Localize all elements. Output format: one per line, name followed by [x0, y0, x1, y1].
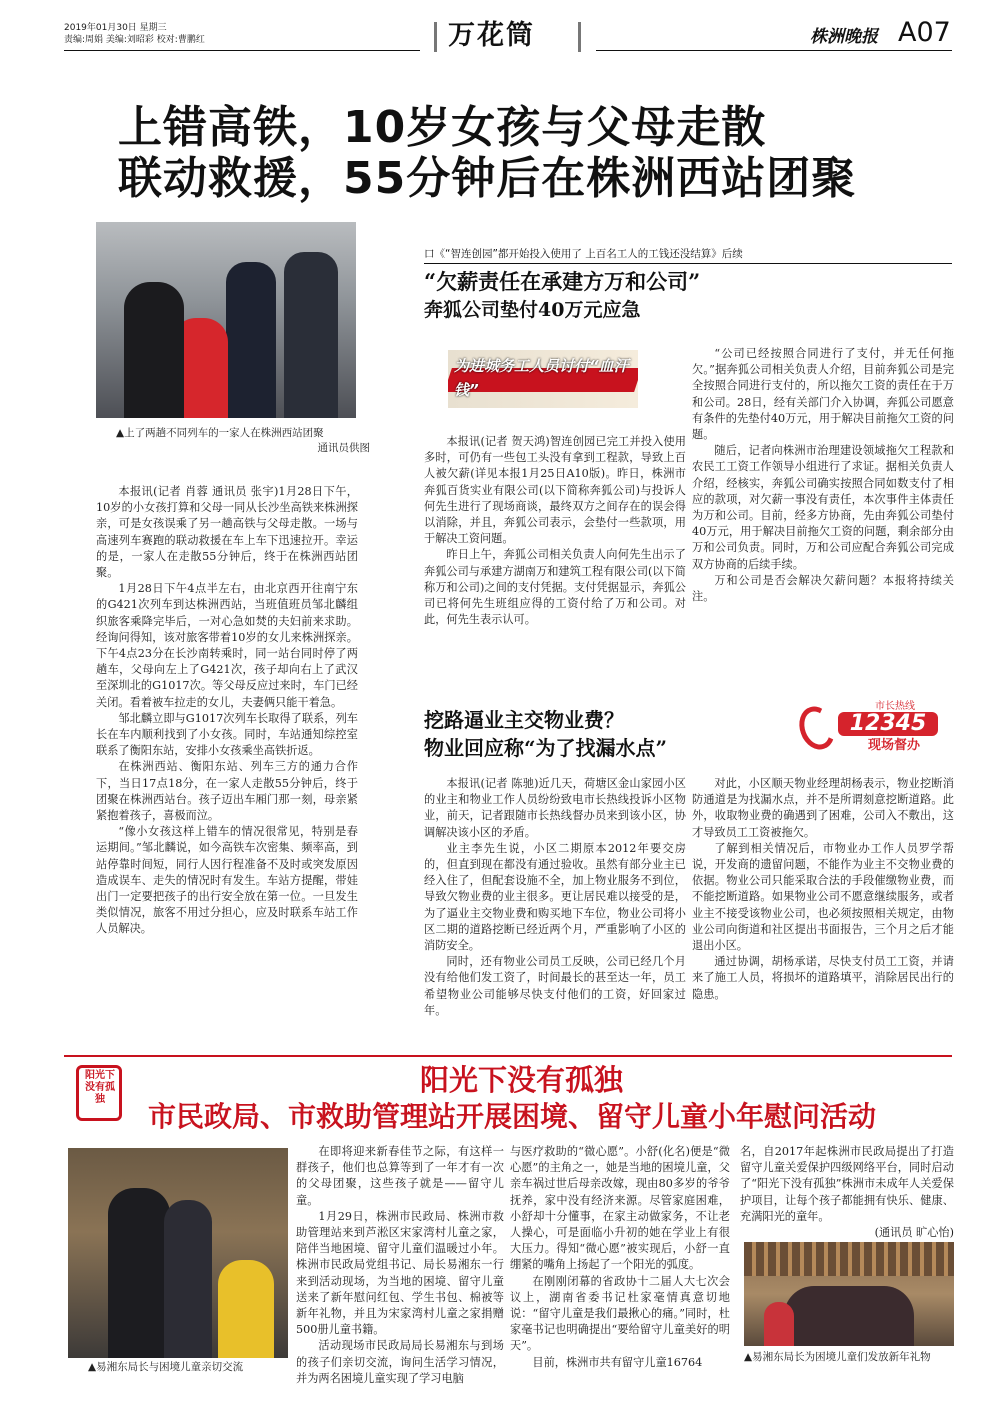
article4-col2	[510, 1144, 730, 1371]
hotline-badge	[800, 700, 950, 756]
article3-title-line1: 挖路逼业主交物业费？	[424, 708, 624, 732]
photo-figure-mother	[124, 282, 184, 418]
article4-paragraph: 在刚刚闭幕的省政协十二届人大七次会议上，湖南省委书记杜家毫情真意切地说：“留守儿童是我们最揪心的痛。”同时，杜家毫书记也明确提出“要给留守儿童美好的明天”。	[510, 1274, 730, 1353]
article1-title-line2: 联动救援，55分钟后在株洲西站团聚	[118, 153, 857, 204]
section-name: 万花筒	[448, 20, 535, 51]
photo-bookshelf	[744, 1242, 954, 1276]
photo-figure-girl	[218, 1260, 274, 1358]
wage-campaign-badge	[448, 350, 638, 408]
article1-paragraph: 邹北麟立即与G1017次列车长取得了联系，列车长在车内顺利找到了小女孩。同时，车站通知综控室联系了衡阳东站，安排小女孩乘坐高铁折返。	[96, 711, 358, 758]
article2-col1	[424, 434, 686, 628]
badge-text: 为进城务工人员讨付“血汗钱”	[454, 357, 629, 399]
article2-title-line1: “欠薪责任在承建方万和公司”	[424, 269, 701, 294]
article4-top-rule	[64, 1055, 952, 1057]
article2-col2	[692, 346, 954, 605]
article2-title-line2: 奔狐公司垫付40万元应急	[424, 299, 641, 321]
article4-paragraph: 目前，株洲市共有留守儿童16764	[532, 1355, 703, 1369]
article2-paragraph: 万和公司是否会解决欠薪问题？本报将持续关注。	[692, 573, 954, 604]
hotline-number: 12345	[838, 712, 938, 736]
paper-name-logo: 株洲晚报	[810, 27, 878, 47]
article4-col3	[740, 1144, 954, 1241]
header-date: 2019年01月30日 星期三	[64, 23, 167, 33]
article4-paragraph: 名，自2017年起株洲市民政局提出了打造留守儿童关爱保护四级网络平台，同时启动了“阳光下没有孤独”株洲市未成年人关爱保护项目，让每个孩子都能拥有快乐、健康、充满阳光的童年。	[740, 1145, 954, 1223]
article1-caption-line2: 通讯员供图	[317, 442, 370, 454]
article2-paragraph: 昨日上午，奔狐公司相关负责人向何先生出示了奔狐公司与承建方湖南万和建筑工程有限公司(以下简称万和公司)之间的支付凭据。支付凭据显示，奔狐公司已将何先生班组应得的工资付给了万和公司。对此，何先生表示认可。	[424, 548, 686, 627]
article4-title-line2: 市民政局、市救助管理站开展困境、留守儿童小年慰问活动	[148, 1100, 877, 1133]
section-divider-right	[578, 22, 581, 52]
article4-caption-left: ▲易湘东局长与困境儿童亲切交流	[88, 1361, 244, 1373]
article1-photo	[96, 222, 356, 418]
phone-icon	[794, 702, 841, 755]
article1-paragraph: “像小女孩这样上错车的情况很常见，特别是春运期间。”邹北麟说，如今高铁车次密集、频率高，到站停靠时间短，同行人因行程准备不及时或突发原因造成误车、走失的情况时有发生。车站方提醒，带娃出门一定要把孩子的出行安全放在第一位。一旦发生类似情况，旅客不用过分担心，应及时联系车站工作人员解决。	[96, 825, 358, 936]
photo-figure-group	[784, 1286, 914, 1346]
photo-figure-staff2	[284, 252, 338, 418]
hotline-label: 市长热线	[875, 701, 915, 712]
article1-paragraph: 在株洲西站、衡阳东站、列车三方的通力合作下，当日17点18分，在一家人走散55分钟后，终于团聚在株洲西站台。孩子迈出车厢门那一刻，母亲紧紧抱着孩子，喜极而泣。	[96, 760, 358, 823]
article2-paragraph: 随后，记者向株洲市治理建设领域拖欠工程款和农民工工资工作领导小组进行了求证。据相关负责人介绍，经核实，奔狐公司确实按照合同如数支付了相应的款项，对欠薪一事没有责任，本次事件主体责任为万和公司。目前，经多方协商，先由奔狐公司垫付40万元，用于解决目前拖欠工资的问题，剩余部分由万和公司负责。同时，万和公司应配合奔狐公司完成双方协商的后续手续。	[692, 444, 954, 571]
header-rule-right	[596, 50, 952, 51]
article4-col1	[296, 1144, 504, 1387]
photo-figure-staff	[226, 262, 276, 418]
article4-photo-left	[68, 1148, 288, 1358]
article3-paragraph: 本报讯(记者 陈驰)近几天，荷塘区金山家园小区的业主和物业工作人员纷纷致电市长热线投诉小区物业，前天，记者跟随市长热线督办员来到该小区，协调解决该小区的矛盾。	[424, 777, 686, 839]
article1-title-line1: 上错高铁，10岁女孩与父母走散	[118, 102, 767, 153]
article1-body	[96, 484, 358, 938]
article2-paragraph: “公司已经按照合同进行了支付，并无任何拖欠。”据奔狐公司相关负责人介绍，目前奔狐公司是完全按照合同进行支付的，所以拖欠工资的责任在于万和公司。28日，经有关部门介入协调，奔狐公司愿意有条件的先垫付40万元，用于解决目前拖欠工资的问题。	[692, 347, 954, 442]
article4-paragraph: (通讯员 旷心怡)	[874, 1226, 954, 1240]
article2-lead-line: 口《“智连创园”都开始投入使用了 上百名工人的工钱还没结算》后续	[424, 248, 743, 260]
article3-paragraph: 同时，还有物业公司员工反映，公司已经几个月没有给他们发工资了，时间最长的甚至达一年，员工希望物业公司能够尽快支付他们的工资，好回家过年。	[424, 955, 686, 1017]
page-number: A07	[898, 17, 951, 48]
article1-paragraph: 本报讯(记者 肖蓉 通讯员 张宇)1月28日下午，10岁的小女孩打算和父母一同从长沙坐高铁来株洲探亲，可是女孩误乘了另一趟高铁与父母走散。一场与高速列车赛跑的联动救援在车上车下迅速拉开。幸运的是，一家人在走散55分钟后，终于在株洲西站团聚。	[96, 485, 358, 580]
photo-figure-official2	[164, 1200, 212, 1358]
article1-caption-line1: ▲上了两趟不同列车的一家人在株洲西站团聚	[116, 427, 324, 439]
article3-col2	[692, 776, 954, 1003]
article1-paragraph: 1月28日下午4点半左右，由北京西开往南宁东的G421次列车到达株洲西站，当班值班员邹北麟组织旅客乘降完毕后，一对心急如焚的夫妇前来求助。经询问得知，该对旅客带着10岁的女儿来株洲探亲。下午4点23分在长沙南转乘时，同一站台同时停了两趟车，父母向左上了G421次，孩子却向右上了武汉至深圳北的G1017次。等父母反应过来时，车门已经关闭。看着被车拉走的女儿，夫妻俩只能干着急。	[96, 582, 358, 709]
article3-paragraph: 了解到相关情况后，市物业办工作人员罗学帮说，开发商的遗留问题，不能作为业主不交物业费的依据。物业公司只能采取合法的手段催缴物业费，而不能挖断道路。如果物业公司不愿意继续服务，或者业主不接受该物业公司，也必须按照相关规定，由物业公司向街道和社区提出书面报告，三个月之后才能退出小区。	[692, 841, 954, 953]
header-rule-left	[64, 50, 420, 51]
article4-paragraph: 与医疗救助的“微心愿”。小舒(化名)便是“微心愿”的主角之一，她是当地的困境儿童，父亲车祸过世后母亲改嫁，现由80多岁的爷爷抚养，家中没有经济来源。尽管家庭困难，小舒却十分懂事，在家主动做家务，不让老人操心，可是面临小升初的她在学业上有很大压力。得知“微心愿”被实现后，小舒一直绷紧的嘴角上扬起了一个阳光的弧度。	[510, 1145, 730, 1272]
article4-photo-right	[744, 1242, 954, 1346]
photo-figure-official	[108, 1188, 170, 1358]
hotline-sub: 现场督办	[867, 738, 920, 753]
sunshine-logo-text: 阳光下没有孤独	[85, 1070, 115, 1105]
sunshine-logo	[76, 1065, 122, 1121]
article4-caption-right: ▲易湘东局长为困境儿童们发放新年礼物	[744, 1351, 931, 1363]
article2-lead-rule	[424, 263, 952, 264]
article3-col1	[424, 776, 686, 1019]
article3-paragraph: 对此，小区顺天物业经理胡杨表示，物业挖断消防通道是为找漏水点，并不是所谓刻意挖断道路。此外，收取物业费的确遇到了困难，公司入不敷出，这才导致员工工资被拖欠。	[692, 777, 954, 839]
article4-paragraph: 在即将迎来新春佳节之际，有这样一群孩子，他们也总算等到了一年才有一次的父母团聚，这些孩子就是——留守儿童。	[296, 1145, 504, 1207]
article3-title-line2: 物业回应称“为了找漏水点”	[424, 736, 668, 760]
header-editors: 责编:周娟 美编:刘昭彩 校对:曹鹏红	[64, 35, 205, 45]
article4-paragraph: 活动现场市民政局局长易湘东与到场的孩子们亲切交流，询问生活学习情况，并为两名困境儿童实现了学习电脑	[296, 1339, 504, 1385]
article3-paragraph: 业主李先生说，小区二期原本2012年要交房的，但直到现在都没有通过验收。虽然有部分业主已经入住了，但配套设施不全，加上物业服务不到位，导致欠物业费的业主很多。更让居民难以接受的是，为了逼业主交物业费和购买地下车位，物业公司将小区二期的道路挖断已经近两个月，严重影响了小区的消防安全。	[424, 841, 686, 953]
article3-paragraph: 通过协调，胡杨承诺，尽快支付员工工资，并请来了施工人员，将损坏的道路填平，消除居民出行的隐患。	[692, 955, 954, 1001]
article4-paragraph: 1月29日，株洲市民政局、株洲市救助管理站来到芦淞区宋家湾村儿童之家，陪伴当地困境、留守儿童们温暖过小年。株洲市民政局党组书记、局长易湘东一行来到活动现场，为当地的困境、留守儿童送来了新年慰问红包、学生书包、棉被等新年礼物，并且为宋家湾村儿童之家捐赠500册儿童书籍。	[296, 1209, 504, 1337]
section-divider-left	[434, 22, 437, 52]
photo-figure-kid-red	[764, 1302, 794, 1346]
article4-title-line1: 阳光下没有孤独	[420, 1063, 624, 1097]
article2-paragraph: 本报讯(记者 贺天鸿)智连创园已完工并投入使用多时，可仍有一些包工头没有拿到工程款，导致上百人被欠薪(详见本报1月25日A10版)。昨日，株洲市奔狐百货实业有限公司(以下简称奔狐公司)与投诉人何先生进行了现场商谈，最终双方之间存在的误会得以消除，并且，奔狐公司表示，会垫付一些款项，用于解决工资问题。	[424, 435, 686, 546]
